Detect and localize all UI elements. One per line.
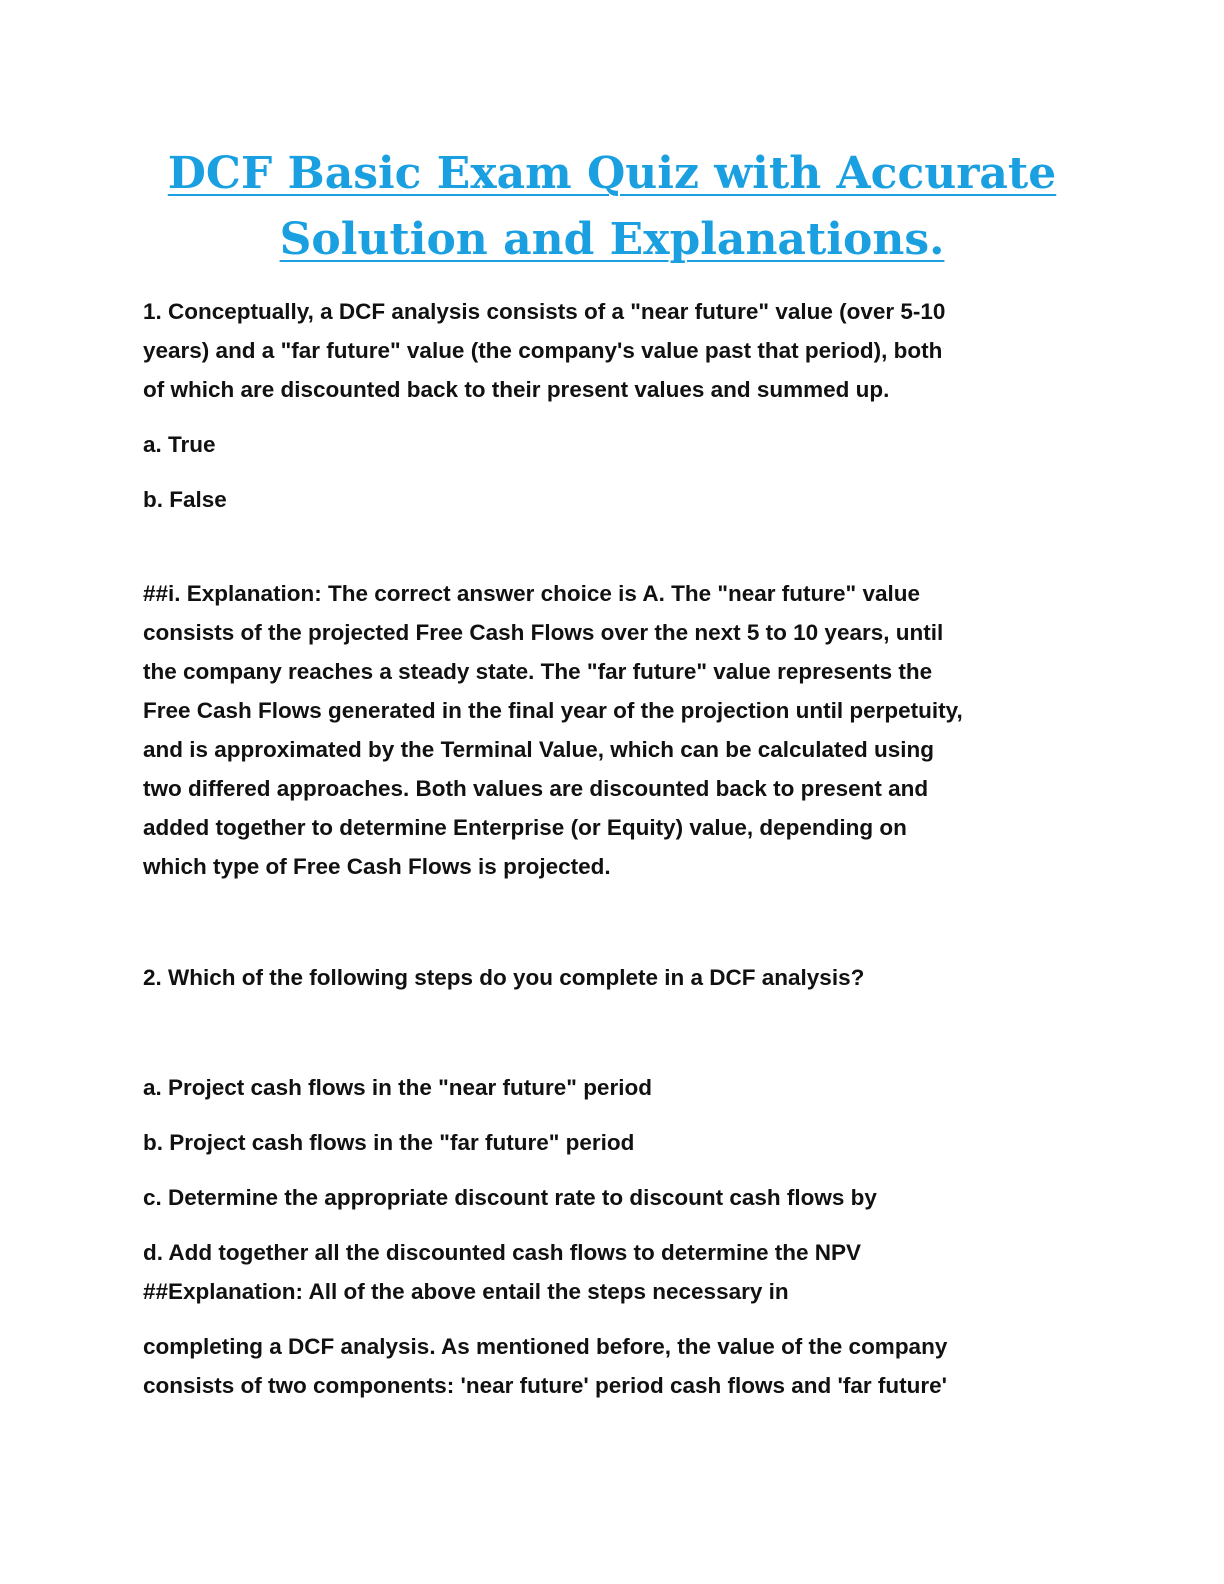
explanation-line: the company reaches a steady state. The "far future" value represents the [143,659,933,684]
explanation-line: two differed approaches. Both values are discounted back to present and [143,776,929,801]
explanation-line: consists of the projected Free Cash Flows over the next 5 to 10 years, until [143,620,944,645]
question-1-option-a: a. True [143,432,216,457]
document-title [100,141,1124,273]
explanation-line: Free Cash Flows generated in the final year of the projection until perpetuity, [143,698,963,723]
question-1-explanation [143,574,1103,886]
explanation-line: completing a DCF analysis. As mentioned before, the value of the company [143,1334,948,1359]
question-2-option-d-block [143,1233,1103,1311]
question-2-explanation [143,1327,1103,1405]
explanation-line: consists of two components: 'near future' period cash flows and 'far future' [143,1373,947,1398]
title-line-1: DCF Basic Exam Quiz with Accurate [167,148,1057,199]
question-2-text: 2. Which of the following steps do you complete in a DCF analysis? [143,965,865,990]
explanation-line: ##i. Explanation: The correct answer choice is A. The "near future" value [143,581,920,606]
explanation-line: added together to determine Enterprise (or Equity) value, depending on [143,815,907,840]
question-1-line: years) and a "far future" value (the company's value past that period), both [143,338,943,363]
question-2-option-a: a. Project cash flows in the "near future" period [143,1075,652,1100]
explanation-line: and is approximated by the Terminal Value, which can be calculated using [143,737,935,762]
question-2-option-d: d. Add together all the discounted cash flows to determine the NPV [143,1240,862,1265]
title-line-2: Solution and Explanations. [279,214,945,265]
question-1-option-b: b. False [143,487,227,512]
question-1-line: 1. Conceptually, a DCF analysis consists of a "near future" value (over 5-10 [143,299,946,324]
explanation-line: which type of Free Cash Flows is projected. [143,854,611,879]
question-2-option-b: b. Project cash flows in the "far future" period [143,1130,635,1155]
question-1-text [143,292,1103,409]
question-2-option-c: c. Determine the appropriate discount rate to discount cash flows by [143,1185,877,1210]
question-1-line: of which are discounted back to their present values and summed up. [143,377,890,402]
question-2-explanation-start: ##Explanation: All of the above entail the steps necessary in [143,1279,789,1304]
